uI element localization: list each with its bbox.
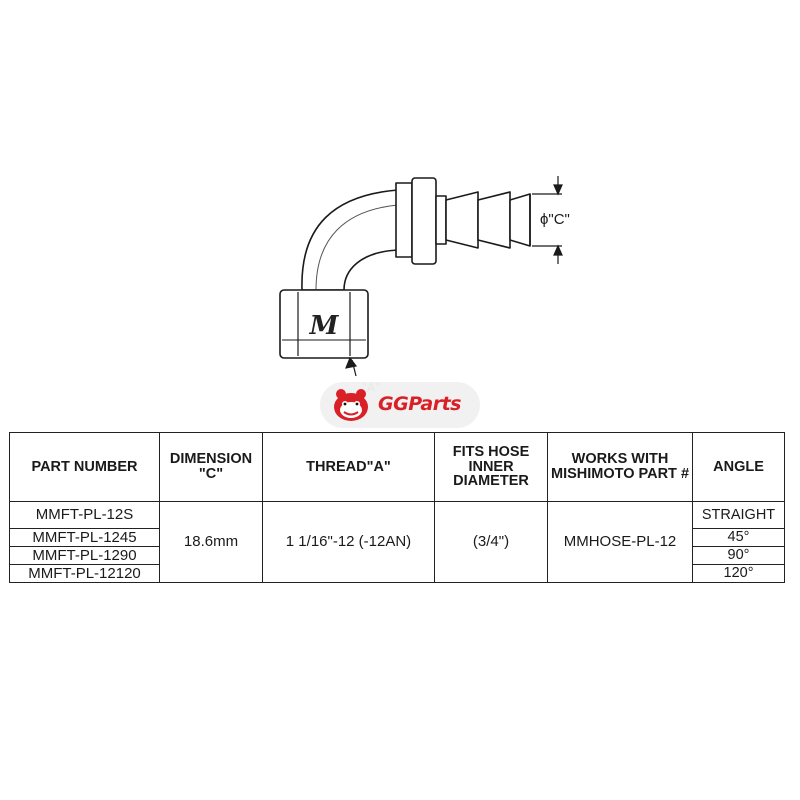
table-row bbox=[10, 502, 785, 529]
ggparts-watermark bbox=[320, 382, 480, 428]
mishimoto-logo: M bbox=[309, 311, 339, 341]
angle-cell: 45° bbox=[693, 529, 785, 547]
hose-diameter-cell: (3/4") bbox=[435, 502, 548, 583]
header-works-with: WORKS WITH MISHIMOTO PART # bbox=[548, 433, 693, 502]
barb-1 bbox=[446, 192, 478, 248]
header-thread-a: THREAD"A" bbox=[263, 433, 435, 502]
flange bbox=[412, 178, 436, 264]
header-angle: ANGLE bbox=[693, 433, 785, 502]
works-with-cell: MMHOSE-PL-12 bbox=[548, 502, 693, 583]
gg-mascot-icon bbox=[332, 387, 370, 423]
thread-a-cell: 1 1/16"-12 (-12AN) bbox=[263, 502, 435, 583]
neck bbox=[436, 196, 446, 244]
header-hose-diameter: FITS HOSE INNER DIAMETER bbox=[435, 433, 548, 502]
barb-tip bbox=[510, 194, 530, 246]
part-number-cell: MMFT-PL-12S bbox=[10, 502, 160, 529]
spec-table bbox=[9, 432, 785, 583]
angle-cell: STRAIGHT bbox=[693, 502, 785, 529]
part-number-cell: MMFT-PL-1290 bbox=[10, 547, 160, 565]
table-header-row bbox=[10, 433, 785, 502]
collar bbox=[396, 183, 412, 257]
watermark-text: GGParts bbox=[378, 393, 461, 415]
barb-2 bbox=[478, 192, 510, 248]
part-number-cell: MMFT-PL-12120 bbox=[10, 565, 160, 583]
part-number-cell: MMFT-PL-1245 bbox=[10, 529, 160, 547]
thread-a-callout bbox=[346, 358, 356, 376]
angle-cell: 120° bbox=[693, 565, 785, 583]
dimension-c-cell: 18.6mm bbox=[160, 502, 263, 583]
angle-cell: 90° bbox=[693, 547, 785, 565]
elbow-bend bbox=[302, 190, 398, 290]
header-dimension-c: DIMENSION "C" bbox=[160, 433, 263, 502]
dimension-c-label: ϕ"C" bbox=[540, 211, 570, 228]
header-part-number: PART NUMBER bbox=[10, 433, 160, 502]
